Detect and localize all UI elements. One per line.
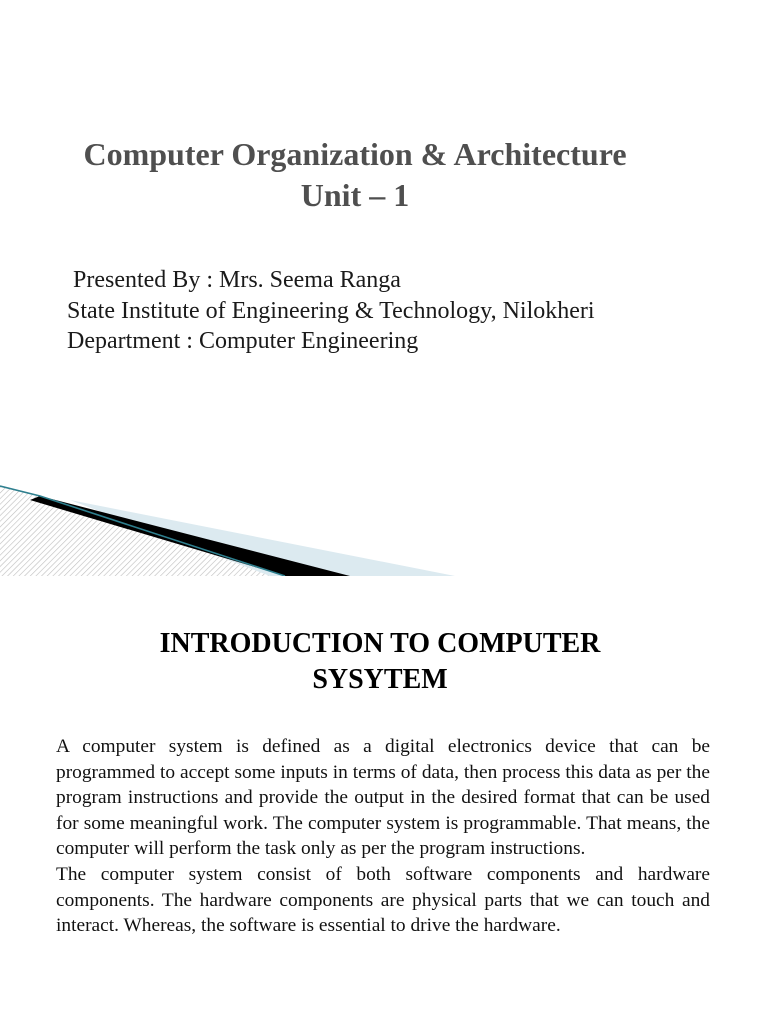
title-line-main: Computer Organization & Architecture xyxy=(83,136,627,172)
intro-body xyxy=(56,734,710,939)
title-line-unit: Unit – 1 xyxy=(300,177,410,213)
intro-heading-line-2: SYSYTEM xyxy=(312,664,448,695)
presenter-info xyxy=(67,265,595,357)
intro-paragraph-1: A computer system is defined as a digital electronics device that can be programmed to accept some inputs in terms of data, then process this data as per the program instructions and provide the output in the desired format that can be used for some meaningful work. The computer system is programmable. That means, the computer will perform the task only as per the program instructions. xyxy=(56,736,710,860)
slide-title xyxy=(30,134,680,216)
intro-slide xyxy=(0,576,768,1024)
department-name: Department : Computer Engineering xyxy=(67,328,419,354)
decorative-swoosh xyxy=(0,470,768,576)
intro-heading xyxy=(60,626,700,698)
presenter-name: Presented By : Mrs. Seema Ranga xyxy=(67,267,401,293)
institute-name: State Institute of Engineering & Technology, Nilokheri xyxy=(67,297,595,324)
intro-heading-line-1: INTRODUCTION TO COMPUTER xyxy=(159,628,601,659)
intro-paragraph-2: The computer system consist of both software components and hardware components. The hardware components are physical parts that we can touch and interact. Whereas, the software is essential to drive the hardware. xyxy=(56,863,710,937)
